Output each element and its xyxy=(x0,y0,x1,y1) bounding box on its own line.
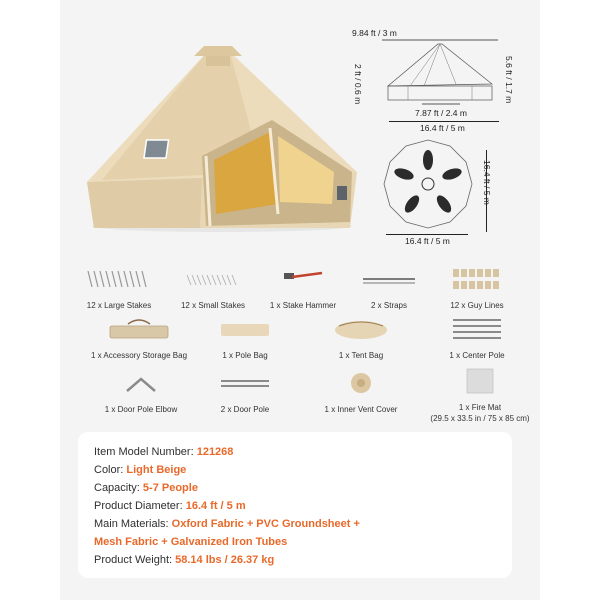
spec-capacity-label: Capacity: xyxy=(94,482,143,494)
spec-materials-cont xyxy=(94,536,287,548)
accessory-label: 12 x Small Stakes xyxy=(180,301,246,310)
pole-bag-icon xyxy=(217,314,273,344)
dim-total-height: 5.6 ft / 1.7 m xyxy=(504,56,514,104)
spec-capacity-value: 5-7 People xyxy=(142,482,198,494)
spec-weight-value: 58.14 lbs / 26.37 kg xyxy=(175,554,275,566)
accessory-guy-lines xyxy=(422,264,532,310)
floor-plan-diagram xyxy=(382,138,474,230)
accessory-storage-bag xyxy=(84,314,194,360)
spec-color-label: Color: xyxy=(94,464,127,476)
accessory-fire-mat xyxy=(420,366,540,423)
tent-side-diagram xyxy=(380,34,500,114)
spec-box xyxy=(78,432,512,578)
dim-base-width: 16.4 ft / 5 m xyxy=(420,123,465,133)
spec-weight xyxy=(94,554,274,566)
accessory-label: 1 x Fire Mat xyxy=(458,403,502,412)
dim-floor-depth: 16.4 ft / 5 m xyxy=(482,160,492,205)
accessory-label: 2 x Door Pole xyxy=(220,405,270,414)
spec-weight-label: Product Weight: xyxy=(94,554,176,566)
accessory-elbow xyxy=(86,368,196,414)
dim-top-width: 9.84 ft / 3 m xyxy=(352,28,397,38)
spec-materials-label: Main Materials: xyxy=(94,518,172,530)
elbow-icon xyxy=(121,368,161,398)
hammer-icon xyxy=(278,264,328,294)
accessory-label: 1 x Door Pole Elbow xyxy=(104,405,178,414)
accessory-label: 12 x Guy Lines xyxy=(450,301,504,310)
floor-width-line xyxy=(386,234,468,235)
fire-mat-icon xyxy=(465,366,495,396)
accessory-center-pole xyxy=(422,314,532,360)
dim-door-width: 7.87 ft / 2.4 m xyxy=(415,108,467,118)
vent-cover-icon xyxy=(346,368,376,398)
accessory-label: 12 x Large Stakes xyxy=(86,301,152,310)
small-stakes-icon xyxy=(183,264,243,294)
accessory-sublabel: (29.5 x 33.5 in / 75 x 85 cm) xyxy=(430,414,530,423)
dim-floor-width: 16.4 ft / 5 m xyxy=(405,236,450,246)
accessory-door-pole xyxy=(190,368,300,414)
straps-icon xyxy=(359,264,419,294)
spec-model-value: 121268 xyxy=(196,446,234,458)
accessory-label: 1 x Pole Bag xyxy=(222,351,268,360)
base-width-line xyxy=(389,121,499,122)
spec-materials-value-2: Mesh Fabric + Galvanized Iron Tubes xyxy=(94,536,288,548)
storage-bag-icon xyxy=(104,314,174,344)
tent-illustration xyxy=(82,44,362,234)
accessory-label: 1 x Stake Hammer xyxy=(269,301,337,310)
accessory-vent-cover xyxy=(306,368,416,414)
accessory-tent-bag xyxy=(306,314,416,360)
dim-wall-height: 2 ft / 0.6 m xyxy=(353,64,363,105)
accessory-label: 1 x Accessory Storage Bag xyxy=(90,351,188,360)
accessory-label: 2 x Straps xyxy=(370,301,407,310)
accessory-label: 1 x Center Pole xyxy=(449,351,505,360)
door-pole-icon xyxy=(217,368,273,398)
spec-diameter-value: 16.4 ft / 5 m xyxy=(185,500,246,512)
spec-model-label: Item Model Number: xyxy=(94,446,197,458)
spec-color xyxy=(94,464,186,476)
spec-diameter xyxy=(94,500,246,512)
accessory-pole-bag xyxy=(190,314,300,360)
spec-materials xyxy=(94,518,360,530)
center-pole-icon xyxy=(447,314,507,344)
spec-model xyxy=(94,446,233,458)
large-stakes-icon xyxy=(84,264,154,294)
accessory-label: 1 x Tent Bag xyxy=(338,351,384,360)
spec-color-value: Light Beige xyxy=(126,464,187,476)
spec-capacity xyxy=(94,482,198,494)
tent-bag-icon xyxy=(331,314,391,344)
spec-diameter-label: Product Diameter: xyxy=(94,500,186,512)
accessory-label: 1 x Inner Vent Cover xyxy=(324,405,398,414)
spec-materials-value-1: Oxford Fabric + PVC Groundsheet + xyxy=(171,518,360,530)
guy-lines-icon xyxy=(449,264,505,294)
